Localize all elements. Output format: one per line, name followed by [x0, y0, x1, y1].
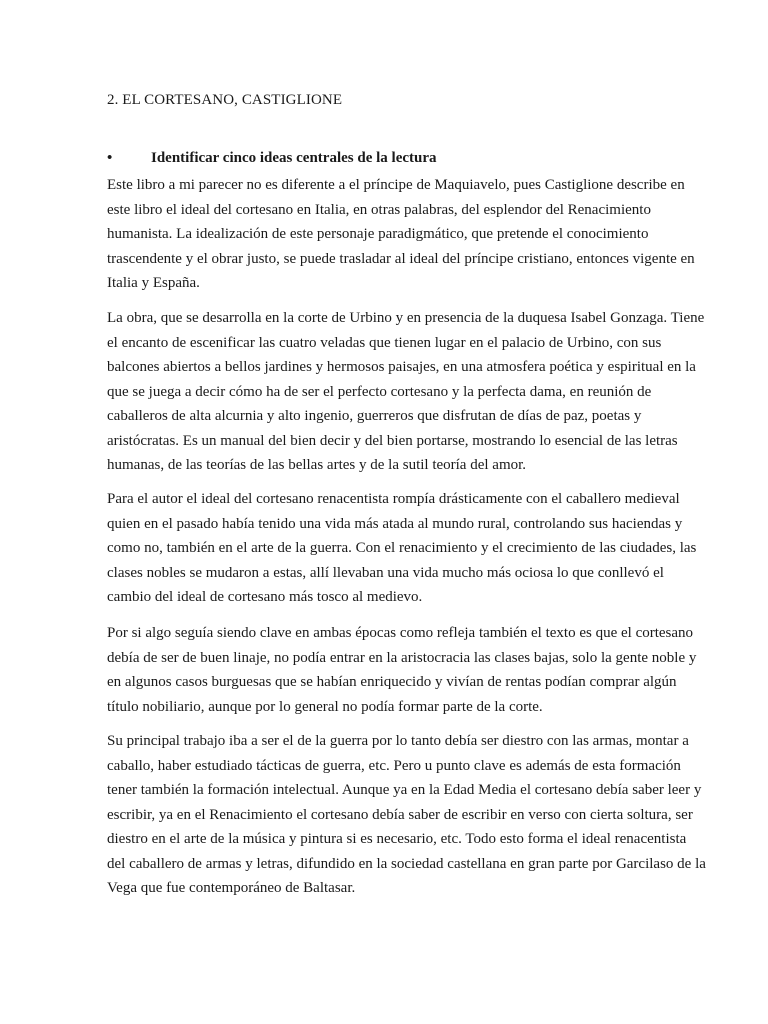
paragraph-line: del caballero de armas y letras, difundido en la sociedad castellana en gran parte por Garcilaso de la	[107, 855, 706, 872]
paragraph-line: como no, también en el arte de la guerra. Con el renacimiento y el crecimiento de las ciudades, las	[107, 540, 697, 556]
paragraph-line: Por si algo seguía siendo clave en ambas épocas como refleja también el texto es que el cortesano	[107, 625, 694, 641]
paragraph-line: trascendente y el obrar justo, se puede trasladar al ideal del príncipe cristiano, entonces vigente en	[107, 250, 695, 267]
paragraph-line: el encanto de escenificar las cuatro veladas que tienen lugar en el palacio de Urbino, con sus	[107, 334, 662, 351]
paragraph-line: humanista. La idealización de este personaje paradigmático, que pretende el conocimiento	[107, 226, 649, 242]
paragraph-line: que se juega a decir cómo ha de ser el perfecto cortesano y la perfecta dama, en reunión de	[107, 383, 652, 400]
paragraph-4	[107, 621, 697, 719]
document-heading: 2. EL CORTESANO, CASTIGLIONE	[107, 92, 343, 108]
paragraph-line: Su principal trabajo iba a ser el de la guerra por lo tanto debía ser diestro con las armas, montar a	[107, 733, 689, 749]
paragraph-line: Este libro a mi parecer no es diferente a el príncipe de Maquiavelo, pues Castiglione describe en	[107, 177, 685, 193]
paragraph-2	[107, 306, 705, 478]
paragraph-1	[107, 173, 695, 296]
paragraph-line: caballo, haber estudiado tácticas de guerra, etc. Pero u punto clave es además de esta formación	[107, 757, 681, 774]
paragraph-line: título nobiliario, aunque por lo general no podía formar parte de la corte.	[107, 698, 543, 715]
paragraph-line: Vega que fue contemporáneo de Baltasar.	[107, 880, 356, 896]
paragraph-line: aristócratas. Es un manual del bien decir y del bien portarse, mostrando lo esencial de las letras	[107, 432, 678, 449]
paragraph-line: Para el autor el ideal del cortesano renacentista rompía drásticamente con el caballero medieval	[107, 491, 680, 507]
paragraph-line: clases nobles se mudaron a estas, allí llevaban una vida mucho más ociosa lo que conllevó el	[107, 564, 664, 581]
paragraph-line: caballeros de alta alcurnia y alto ingenio, guerreros que disfrutan de días de paz, poetas y	[107, 408, 642, 424]
paragraph-line: cambio del ideal de cortesano más tosco al medievo.	[107, 589, 423, 605]
paragraph-line: escribir, ya en el Renacimiento el cortesano debía saber de escribir en verso con cierta soltura, ser	[107, 806, 693, 823]
bullet-text: Identificar cinco ideas centrales de la lectura	[151, 150, 437, 166]
paragraph-5	[107, 729, 706, 901]
paragraph-line: diestro en el arte de la música y pintura si es necesario, etc. Todo esto forma el ideal renacentista	[107, 831, 687, 847]
paragraph-3	[107, 487, 697, 610]
paragraph-line: en algunos casos burguesas que se habían enriquecido y vivían de rentas podían comprar algún	[107, 674, 677, 690]
paragraph-line: debía de ser de buen linaje, no podía entrar en la aristocracia las clases bajas, solo la gente noble y	[107, 649, 697, 666]
paragraph-line: humanas, de las teorías de las bellas artes y de la sutil teoría del amor.	[107, 457, 527, 473]
paragraph-line: este libro el ideal del cortesano en Italia, en otras palabras, del esplendor del Renacimiento	[107, 201, 651, 218]
bullet-icon: •	[107, 150, 113, 166]
paragraph-line: La obra, que se desarrolla en la corte de Urbino y en presencia de la duquesa Isabel Gonzaga. Tiene	[107, 310, 705, 326]
paragraph-line: tener también la formación intelectual. Aunque ya en la Edad Media el cortesano debía saber leer y	[107, 782, 702, 798]
paragraph-line: Italia y España.	[107, 275, 200, 291]
bullet-item	[107, 148, 667, 168]
paragraph-line: balcones abiertos a bellos jardines y hermosos paisajes, en una atmosfera poética y espiritual en la	[107, 359, 696, 375]
paragraph-line: quien en el pasado había tenido una vida más atada al mundo rural, controlando sus haciendas y	[107, 515, 683, 532]
